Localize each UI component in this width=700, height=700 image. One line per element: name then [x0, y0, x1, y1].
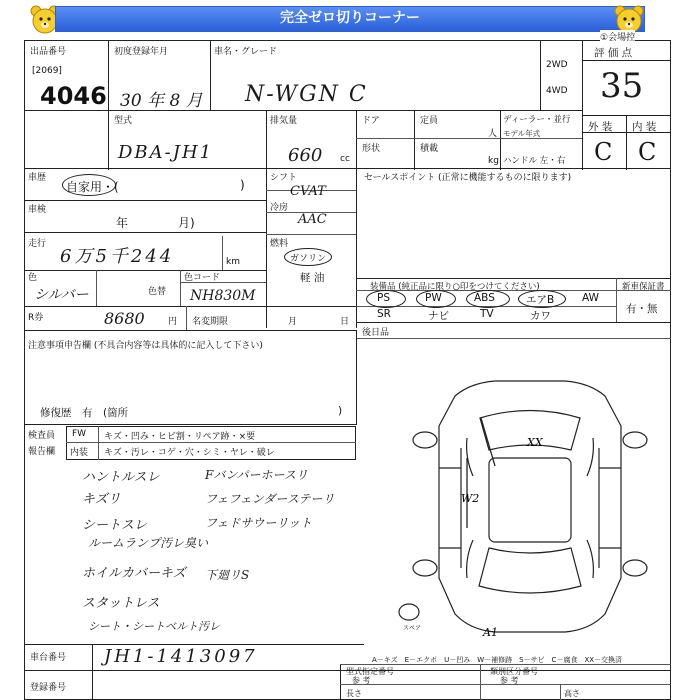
model-value: DBA-JH1	[118, 142, 214, 163]
warranty-label: 新車保証書	[622, 282, 665, 292]
equip-tv: TV	[480, 308, 494, 320]
note-right-4: 下廻リS	[205, 568, 250, 582]
color-code-label: 色コード	[184, 273, 221, 283]
score-label: 評 価 点	[594, 47, 633, 59]
banner-title: 完全ゼロ切りコーナー	[55, 6, 645, 32]
lot-number: 4046	[40, 82, 107, 110]
inspection-month: 月)	[178, 216, 195, 230]
history-options: 自家用・(	[66, 180, 119, 194]
recycle-value: 8680	[104, 309, 145, 328]
score-value: 35	[600, 66, 644, 106]
note-right-3: フェドサウーリット	[205, 516, 312, 530]
reg-label: 登録番号	[30, 683, 67, 693]
color-change-label: 色替	[148, 287, 167, 297]
mileage-value: 6万5千244	[60, 246, 175, 267]
drive-2wd: 2WD	[546, 60, 568, 70]
mark-w2: W2	[461, 492, 480, 505]
inspector-label2: 報告欄	[28, 447, 56, 457]
ac-label: 冷房	[270, 203, 289, 213]
chassis-value: JH1-1413097	[104, 646, 258, 667]
first-reg-value: 30 年 8 月	[120, 91, 203, 111]
registration-label: 名変期限	[192, 317, 229, 327]
interior-label: 内 装	[632, 121, 657, 133]
first-reg-label: 初度登録年月	[114, 47, 169, 57]
note-right-2: フェフェンダーステーリ	[205, 492, 335, 506]
inspection-label: 車検	[28, 205, 47, 215]
fuel-label: 燃料	[270, 239, 289, 249]
note-left-3: シートスレ	[82, 518, 147, 533]
equip-airbag: エアB	[526, 294, 555, 306]
car-name-label: 車名・グレード	[214, 47, 278, 57]
car-name-value: N-WGN C	[245, 82, 368, 107]
top-banner	[0, 0, 700, 40]
warranty-value: 有・無	[626, 303, 658, 315]
car-damage-diagram	[395, 378, 665, 640]
note-left-4: ルームランプ汚レ臭い	[88, 536, 209, 550]
spare-label: スペア	[403, 625, 422, 632]
shift-label: シフト	[270, 173, 298, 183]
note-left-7: シート・シートベルト汚レ	[88, 620, 220, 633]
equip-abs: ABS	[474, 292, 495, 304]
registration-month: 月	[288, 317, 298, 327]
mark-top: XX	[527, 436, 543, 449]
top-right-text: ①会場控	[600, 30, 635, 43]
color-label: 色	[28, 273, 38, 283]
note-left-5: ホイルカバーキズ	[82, 566, 186, 581]
recycle-label: R券	[28, 313, 44, 323]
note-left-2: キズリ	[82, 492, 121, 507]
int-label: 内装	[70, 448, 89, 458]
exterior-label: 外 装	[588, 121, 613, 133]
ac-value: AAC	[298, 212, 327, 227]
sales-point-label: セールスポイント (正常に機能するものに限ります)	[364, 173, 572, 183]
note-left-6: スタットレス	[82, 596, 160, 611]
displacement-unit: cc	[340, 154, 350, 164]
kg-unit: kg	[488, 156, 499, 166]
displacement-label: 排気量	[270, 116, 298, 126]
ext-label: FW	[72, 429, 87, 439]
capacity-label: 定員	[420, 116, 439, 126]
note-left-1: ハントルスレ	[82, 470, 160, 485]
repair-label: 修復歴 有 (箇所	[40, 407, 129, 419]
ref1: 参 考	[352, 676, 371, 685]
damage-legend: A－キズ E－エクボ U－凹み W－補修跡 S－サビ C－腐食 XX－交換済	[372, 656, 623, 664]
chassis-label: 車台番号	[30, 653, 67, 663]
door-label: ドア	[362, 116, 380, 126]
history-close: )	[240, 178, 245, 192]
rear-seat-label: 後日品	[362, 328, 390, 338]
class-label: 類別区分番号	[490, 667, 538, 676]
color-value: シルバー	[34, 287, 89, 303]
int-items: キズ・汚レ・コゲ・穴・シミ・ヤレ・破レ	[104, 448, 275, 458]
len-label: 長さ	[346, 689, 362, 698]
interior-value: C	[638, 138, 657, 166]
equip-ps: PS	[377, 292, 390, 304]
model-year-label: モデル年式	[503, 129, 541, 138]
mileage-label: 走行	[28, 239, 47, 249]
equip-leather: カワ	[530, 310, 551, 322]
inspector-label: 検査員	[28, 431, 56, 441]
equip-aw: AW	[582, 292, 599, 304]
fuel-other: 軽 油	[300, 272, 325, 284]
recycle-unit: 円	[168, 317, 178, 327]
mark-a1: A1	[483, 626, 498, 639]
equip-pw: PW	[425, 292, 442, 304]
ref2: 参 考	[500, 676, 519, 685]
handle-label: ハンドル 左・右	[503, 156, 566, 166]
lot-number-label: 出品番号	[30, 47, 67, 57]
inspection-year: 年	[116, 216, 129, 230]
color-code-value: NH830M	[190, 288, 256, 304]
registration-day: 日	[340, 317, 350, 327]
km-unit: km	[226, 257, 240, 267]
ext-items: キズ・凹み・ヒビ割・リペア跡・×要	[104, 432, 256, 442]
history-label: 車歴	[28, 173, 47, 183]
exterior-value: C	[594, 138, 613, 166]
shift-value: CVAT	[290, 184, 326, 199]
fuel-circled: ガソリン	[290, 254, 327, 264]
type-label: 型式指定番号	[346, 667, 394, 676]
lot-sub: [2069]	[32, 66, 62, 76]
equip-navi: ナビ	[428, 310, 449, 322]
repair-close: )	[338, 405, 343, 417]
dealer-label: ディーラー・並行	[503, 115, 571, 125]
equipment-label: 装備品 (純正品に限り○印をつけてください)	[370, 282, 540, 292]
equip-sr: SR	[377, 308, 391, 320]
height-label: 高さ	[564, 689, 580, 698]
load-label: 積載	[420, 144, 439, 154]
shape-label: 形状	[362, 144, 381, 154]
person-unit: 人	[488, 129, 498, 139]
drive-4wd: 4WD	[546, 86, 568, 96]
notes-label: 注意事項申告欄 (不具合内容等は具体的に記入して下さい)	[28, 341, 263, 351]
model-label: 型式	[114, 116, 133, 126]
displacement-value: 660	[288, 145, 323, 166]
note-right-1: Fバンパーホースリ	[205, 468, 308, 482]
